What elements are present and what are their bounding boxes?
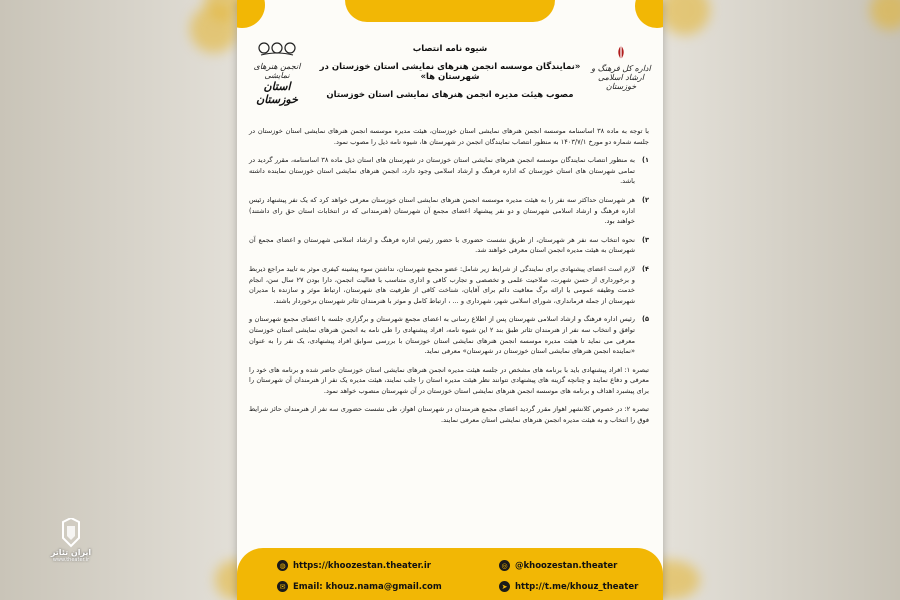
website-text: https://khoozestan.theater.ir <box>293 560 431 571</box>
instagram-link[interactable] <box>499 560 617 571</box>
document-subtitle: «نمایندگان موسسه انجمن هنرهای نمایشی استان خوزستان در شهرستان ها» <box>319 62 581 82</box>
item-text: لازم است اعضای پیشنهادی برای نمایندگی از شرایط زیر شامل: عضو مجمع شهرستان، نداشتن سوء پیشینه کیفری موثر به تایید مراجع ذیربط و برخورداری از حسن شهرت، صلاحیت علمی و تخصصی و تجارب کافی و اداری متناسب با فعالیت انجمن، دارا بودن ۲۷ سال سن، انجام خدمت وظیفه عمومی یا ارائه برگ معافیت دائم برای آقایان، شناخت کافی از ظرفیت های شهرستان، ارتباط موثر و سازنده با مدیران شهرستان از جمله فرمانداری، شورای اسلامی شهر، شهرداری و ... ، ارتباط کامل و موثر با هنرمندان تئاتر شهرستان برخوردار باشند. <box>249 264 635 305</box>
list-item <box>249 155 649 187</box>
item-text: هر شهرستان حداکثر سه نفر را به هیئت مدیره موسسه انجمن هنرهای نمایشی استان خوزستان معرفی خواهد کرد که یک نفر پیشنهاد رئیس اداره فرهنگ و ارشاد اسلامی شهرستان و دو نفر پیشنهاد اعضای مجمع آن شهرستان (هنرمندانی که در انتخابات استان حق رای داشتند) خواهند بود. <box>249 195 635 226</box>
watermark <box>26 518 116 578</box>
note-paragraph: تبصره ۱: افراد پیشنهادی باید با برنامه های مشخص در جلسه هیئت مدیره انجمن هنرهای نمایشی استان خوزستان حاضر شده و برنامه های خود را معرفی و دفاع نمایند و چنانچه گزینه های پیشنهادی نتوانند نظر هیئت مدیره استان را جلب نمایند، هیئت مدیره یک نفر از هنرمندان آن شهرستان را برای پیشبرد اهداف و برنامه های موسسه انجمن هنرهای نمایشی استان خوزستان در آن شهرستان منصوب خواهد نمود. <box>249 365 649 395</box>
intro-paragraph: با توجه به ماده ۳۸ اساسنامه موسسه انجمن هنرهای نمایشی استان خوزستان، هیئت مدیره موسسه انجمن هنرهای نمایشی استان خوزستان در جلسه شماره دو مورخ ۱۴۰۳/۷/۱ به منظور انتصاب نمایندگان انجمن در شهرستان ها، شیوه نامه ذیل را مصوب نمود. <box>249 127 649 146</box>
title-block <box>317 44 583 100</box>
document-footer <box>237 548 663 600</box>
document-approval: مصوب هیئت مدیره انجمن هنرهای نمایشی استان خوزستان <box>326 90 574 100</box>
instagram-text: @khoozestan.theater <box>515 560 618 571</box>
watermark-url: www.theater.ir <box>52 557 90 563</box>
logo-line-2: استان خوزستان <box>256 80 298 106</box>
item-text: نحوه انتخاب سه نفر هر شهرستان، از طریق نشست حضوری با حضور رئیس اداره فرهنگ و ارشاد اسلامی شهرستان و اعضای مجمع آن شهرستان به هیئت مدیره انجمن استان معرفی خواهند شد. <box>249 235 635 255</box>
theater-masks-icon <box>257 42 297 56</box>
corner-decoration <box>237 0 265 28</box>
list-item <box>249 195 649 227</box>
item-number: ۱) <box>641 156 649 165</box>
item-number: ۴) <box>641 264 649 273</box>
top-accent-pill <box>345 0 555 22</box>
logo-line-1: انجمن هنرهای نمایشی <box>253 62 301 80</box>
globe-icon: ◍ <box>277 560 288 571</box>
item-number: ۳) <box>641 235 649 244</box>
document-header <box>237 38 663 118</box>
corner-decoration <box>635 0 663 28</box>
email-icon: ✉ <box>277 581 288 592</box>
email-text: Email: khouz.nama@gmail.com <box>293 581 442 592</box>
document-body <box>249 126 649 434</box>
ministry-name: اداره کل فرهنگ و ارشاد اسلامی خوزستان <box>591 64 651 91</box>
email-link[interactable] <box>277 581 442 592</box>
item-number: ۵) <box>641 315 649 324</box>
list-item <box>249 314 649 356</box>
watermark-label: ایران تئاتر <box>50 548 92 557</box>
document-page <box>237 0 663 600</box>
item-text: به منظور انتصاب نمایندگان موسسه انجمن هنرهای نمایشی استان خوزستان در شهرستان های استان ذیل ماده ۳۸ اساسنامه، مقرر گردید در تمامی شهرستان های استان خوزستان که اداره فرهنگ و ارشاد اسلامی وجود دارد، انجمن هنرهای نمایشی استان خوزستان نماینده داشته باشد. <box>249 156 635 186</box>
instagram-icon: ◎ <box>499 560 510 571</box>
telegram-icon: ➤ <box>499 581 510 592</box>
association-logo <box>245 42 309 106</box>
emblem-icon <box>612 44 630 62</box>
note-paragraph: تبصره ۲: در خصوص کلانشهر اهواز مقرر گردید اعضای مجمع هنرمندان در شهرستان اهواز، طی نشست حضوری سه نفر از هنرمندان حائز شرایط فوق را انتخاب و به هیئت مدیره انجمن هنرهای نمایشی استان معرفی نمایند. <box>249 405 649 425</box>
website-link[interactable] <box>277 560 431 571</box>
document-title: شیوه نامه انتصاب <box>412 44 488 54</box>
theater-iran-logo-icon <box>51 518 91 548</box>
list-item <box>249 264 649 306</box>
item-number: ۲) <box>641 195 649 204</box>
telegram-link[interactable] <box>499 581 638 592</box>
ministry-logo <box>589 44 653 91</box>
telegram-text: http://t.me/khouz_theater <box>515 581 639 592</box>
item-text: رئیس اداره فرهنگ و ارشاد اسلامی شهرستان پس از اطلاع رسانی به اعضای مجمع شهرستان و برگزاری جلسه با اعضای مجمع شهرستان و توافق و انتخاب سه نفر از هنرمندان تئاتر طبق بند ۲ این شیوه نامه، افراد پیشنهادی را طی نامه به انجمن هنرهای نمایشی استان خوزستان معرفی می نماید تا هیئت مدیره موسسه انجمن هنرهای نمایشی استان خوزستان با بررسی سوابق افراد پیشنهادی، یک نفر را به عنوان «نماینده انجمن هنرهای نمایشی استان خوزستان در شهرستان» معرفی نماید. <box>249 315 635 356</box>
list-item <box>249 235 649 256</box>
